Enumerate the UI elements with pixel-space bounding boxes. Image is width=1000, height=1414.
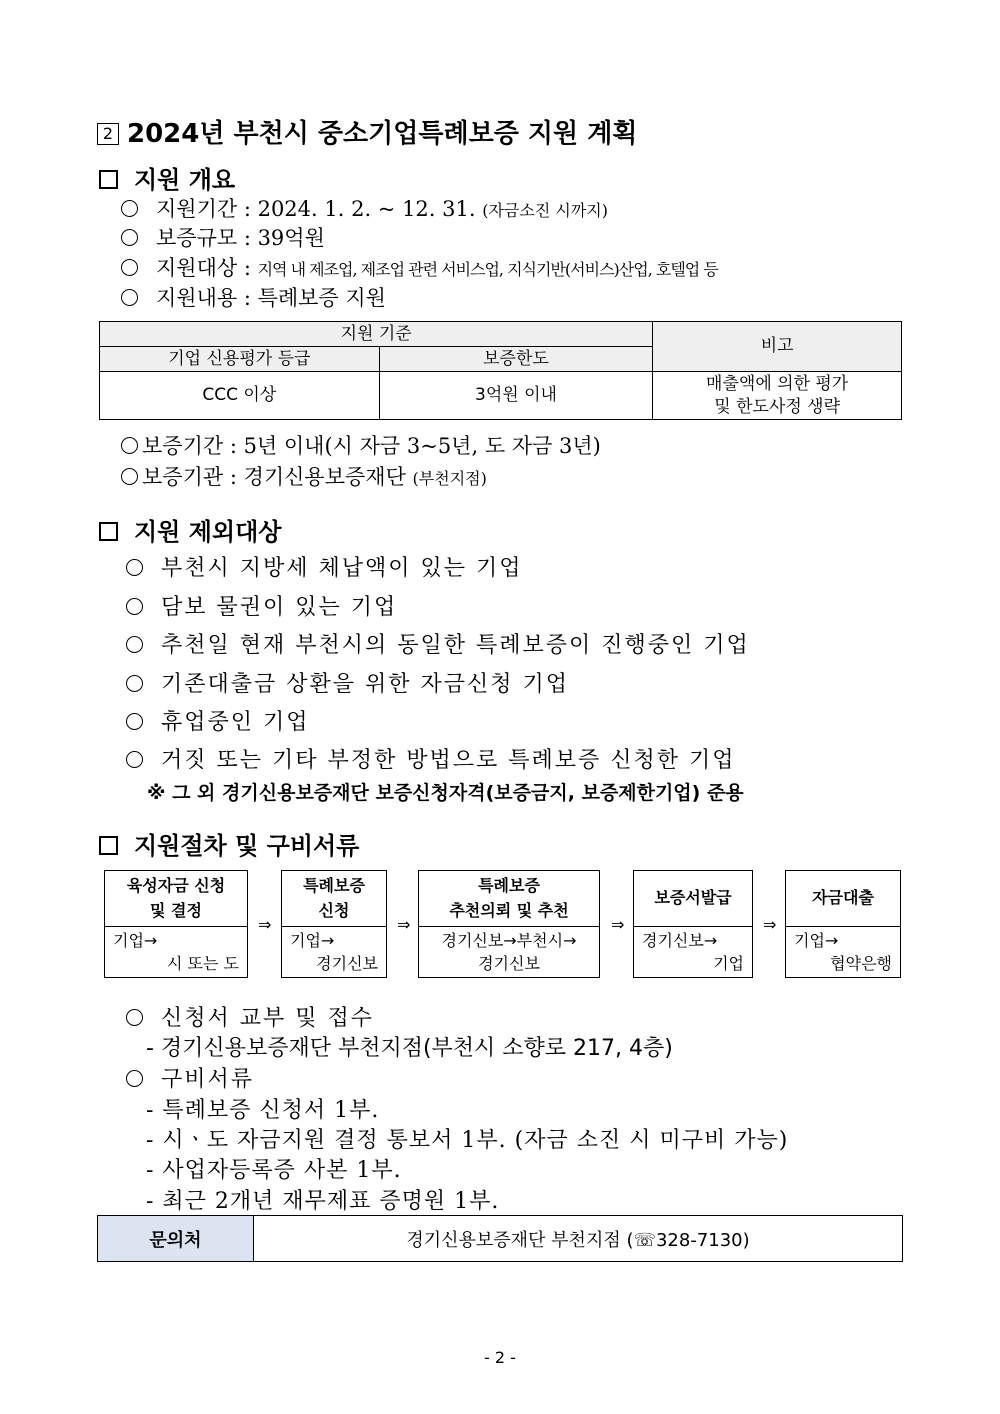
step-title [105,871,247,927]
procedure-heading [99,826,359,861]
application-item [126,1001,374,1032]
bullet-circle-icon [126,675,143,692]
exclusion-heading-text: 지원 제외대상 [134,518,282,546]
note-line: 매출액에 의한 평가 [706,374,849,395]
exclusion-item [126,590,397,621]
step-flow [634,927,752,977]
exclusion-item [126,705,310,736]
checkbox-square-icon [99,522,118,541]
document-title [97,113,637,150]
step-flow-line: 경기신보→ [642,931,718,950]
exclusion-item-text: 거짓 또는 기타 부정한 방법으로 특례보증 신청한 기업 [161,748,736,773]
step-title-line: 특례보증 [303,875,365,895]
exclusion-item-text: 담보 물권이 있는 기업 [161,595,398,620]
bullet-circle-icon [126,1009,143,1026]
exclusion-item-text: 기존대출금 상환을 위한 자금신청 기업 [161,672,570,697]
flow-arrow-icon: ⇒ [258,915,272,934]
exclusion-item [126,551,523,582]
step-flow [282,927,386,977]
step-flow-line: 경기신보 [478,954,540,974]
section-number-box: 2 [97,123,119,145]
step-flow-line: 경기신보→부천시→ [441,931,577,950]
exclusion-item [126,667,569,698]
rating-header: 기업 신용평가 등급 [100,347,380,372]
application-detail: - 경기신용보증재단 부천지점(부천시 소향로 217, 4층) [146,1036,673,1061]
overview-period [121,193,608,223]
step-title-line: 보증서발급 [654,888,732,908]
step-title-line: 자금대출 [812,888,874,908]
step-title [282,871,386,927]
document-line: - 특례보증 신청서 1부. [146,1098,380,1123]
overview-heading-text: 지원 개요 [134,166,236,194]
guarantee-org [121,461,487,491]
step-title [786,871,900,927]
period-value: 2024. 1. 2. ~ 12. 31. [257,197,476,221]
overview-heading [99,160,235,195]
note-line: 및 한도사정 생략 [714,396,841,417]
target-label: 지원대상 : [156,256,258,280]
bullet-circle-icon [121,200,138,217]
flow-arrow-icon: ⇒ [763,915,777,934]
bullet-circle-icon [121,289,138,306]
overview-scale [121,222,325,252]
flow-arrow-icon: ⇒ [611,915,625,934]
bullet-circle-icon [126,598,143,615]
step-flow-line: 기업 [713,954,744,974]
step-flow-line: 시 또는 도 [167,954,239,974]
guarantee-org-label: 보증기관 : 경기신용보증재단 [142,465,413,489]
guarantee-period-text: 보증기간 : 5년 이내(시 자금 3~5년, 도 자금 3년) [142,434,601,458]
bullet-circle-icon [126,636,143,653]
step-flow-line: 기업→ [794,931,839,950]
document-line: - 사업자등록증 사본 1부. [146,1158,402,1183]
overview-content [121,282,386,312]
exclusion-item [126,628,750,659]
documents-item [126,1062,254,1093]
document-line: - 시ㆍ도 자금지원 결정 통보서 1부. (자금 소진 시 미구비 가능) [146,1128,789,1153]
documents-text: 구비서류 [161,1067,255,1092]
scale-text: 보증규모 : 39억원 [156,226,325,250]
step-flow [105,927,247,977]
exclusion-item-text: 추천일 현재 부천시의 동일한 특례보증이 진행중인 기업 [161,633,750,658]
content-text: 지원내용 : 특례보증 지원 [156,286,386,310]
bullet-circle-icon [126,713,143,730]
step-title-line: 신청 [318,900,350,920]
bullet-circle-icon [126,559,143,576]
rating-cell: CCC 이상 [100,372,380,420]
bullet-circle-icon [121,229,138,246]
application-text: 신청서 교부 및 접수 [161,1006,374,1031]
step-flow-line: 기업→ [290,931,335,950]
guarantee-period [121,430,601,460]
limit-header: 보증한도 [379,347,653,372]
document-title-text: 2024년 부천시 중소기업특례보증 지원 계획 [127,119,638,149]
procedure-heading-text: 지원절차 및 구비서류 [134,832,360,860]
procedure-step [281,870,387,978]
step-flow-line: 기업→ [113,931,158,950]
procedure-step [633,870,753,978]
criteria-group-header: 지원 기준 [100,322,653,347]
exclusion-item-text: 부천시 지방세 체납액이 있는 기업 [161,556,523,581]
step-flow-line: 경기신보 [316,954,378,974]
bullet-circle-icon [121,437,138,454]
step-title-line: 육성자금 신청 [126,875,226,895]
exclusion-note: ※ 그 외 경기신용보증재단 보증신청자격(보증금지, 보증제한기업) 준용 [147,782,744,804]
step-flow [419,927,599,977]
document-line: - 최근 2개년 재무제표 증명원 1부. [146,1189,500,1214]
note-header: 비고 [653,322,902,372]
period-label: 지원기간 : [156,197,258,221]
contact-value: 경기신용보증재단 부천지점 (☏328-7130) [406,1229,750,1251]
step-flow [786,927,900,977]
step-title-line: 특례보증 [478,875,540,895]
bullet-circle-icon [126,1070,143,1087]
procedure-step [418,870,600,978]
exclusion-item [126,743,736,774]
guarantee-org-note: (부천지점) [412,469,487,488]
step-flow-line: 협약은행 [830,954,892,974]
procedure-step [104,870,248,978]
bullet-circle-icon [121,259,138,276]
contact-table [97,1215,903,1262]
bullet-circle-icon [126,751,143,768]
bullet-circle-icon [121,468,138,485]
note-cell [653,372,902,420]
step-title [419,871,599,927]
exclusion-item-text: 휴업중인 기업 [161,710,310,735]
period-note: (자금소진 시까지) [482,201,608,220]
contact-label: 문의처 [98,1216,254,1261]
overview-target [121,252,718,282]
limit-cell: 3억원 이내 [379,372,653,420]
criteria-table [99,321,902,420]
target-value: 지역 내 제조업, 제조업 관련 서비스업, 지식기반(서비스)산업, 호텔업 등 [257,260,718,279]
step-title [634,871,752,927]
checkbox-square-icon [99,836,118,855]
page-number: - 2 - [484,1348,516,1367]
exclusion-heading [99,512,281,547]
step-title-line: 및 결정 [150,900,202,920]
procedure-step [785,870,901,978]
step-title-line: 추천의뢰 및 추천 [449,900,569,920]
flow-arrow-icon: ⇒ [397,915,411,934]
checkbox-square-icon [99,170,118,189]
